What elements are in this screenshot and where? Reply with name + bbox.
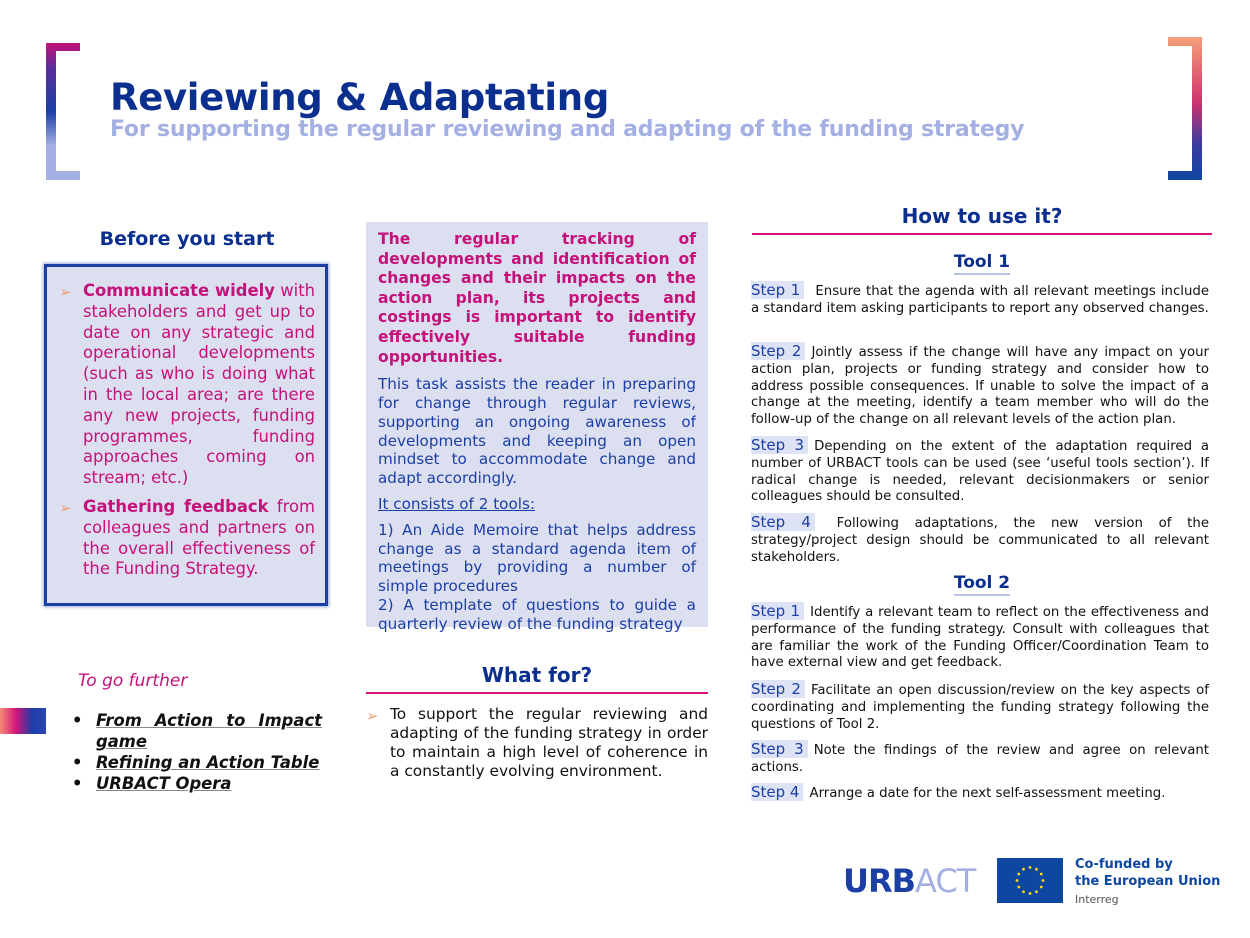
what-for-text: To support the regular reviewing and adapting of the funding strategy in order to maintain a high level of coherence in a constantly evolving environment.	[390, 705, 708, 780]
eu-cofunded-text: Co-funded by the European Union	[1075, 857, 1221, 889]
urbact-logo: URBACT	[843, 862, 976, 900]
arrow-bullet-icon: ➢	[59, 283, 72, 301]
to-go-further-list	[72, 710, 322, 794]
tools-intro: It consists of 2 tools:	[378, 494, 536, 513]
eu-flag-icon	[997, 858, 1063, 903]
before-you-start-heading: Before you start	[99, 228, 275, 250]
bullet-icon: •	[72, 711, 83, 730]
step-label: Step 2	[751, 680, 805, 698]
gradient-decoration	[0, 708, 46, 734]
what-for-heading: What for?	[481, 663, 593, 687]
how-to-use-heading: How to use it?	[901, 204, 1063, 228]
step-label: Step 2	[751, 342, 805, 360]
tool-2-heading: Tool 2	[752, 573, 1212, 593]
left-bracket-decoration	[46, 43, 80, 180]
bullet-icon: •	[72, 774, 83, 793]
list-item	[72, 710, 322, 752]
tool-1-step-3: Step 3 Depending on the extent of the adaptation required a number of URBACT tools can be used (see ‘useful tools section’). If radical change is needed, relevant decisionmakers or senior colleagues should be consulted.	[751, 436, 1209, 505]
tool-2-step-3: Step 3 Note the findings of the review and agree on relevant actions.	[751, 740, 1210, 775]
step-label: Step 4	[751, 783, 803, 801]
tool-1-step-1: Step 1 Ensure that the agenda with all relevant meetings include a standard item asking participants to report any observed changes.	[751, 281, 1209, 316]
intro-box	[366, 222, 708, 633]
divider	[366, 692, 708, 694]
interreg-label: Interreg	[1075, 893, 1119, 906]
list-item	[72, 773, 322, 794]
arrow-bullet-icon: ➢	[59, 498, 72, 517]
page-title: Reviewing & Adaptating	[110, 76, 610, 119]
arrow-bullet-icon: ➢	[366, 707, 379, 725]
what-for-item	[366, 705, 708, 781]
tool-1-summary: 1) An Aide Memoire that helps address change as a standard agenda item of meetings by providing a number of simple procedures	[378, 520, 696, 596]
before-item	[59, 281, 315, 489]
page-subtitle: For supporting the regular reviewing and adapting of the funding strategy	[110, 117, 1025, 142]
list-item	[72, 752, 322, 773]
tool-1-step-2: Step 2 Jointly assess if the change will have any impact on your action plan, projects or funding strategy and consider how to address possible consequences. If unable to solve the impact of a change at the meeting, identify a team member who will do the follow-up of the change on all relevant levels of the action plan.	[751, 342, 1209, 428]
to-go-further-heading: To go further	[78, 671, 188, 691]
tool-2-step-1: Step 1 Identify a relevant team to reflect on the effectiveness and performance of the funding strategy. Consult with colleagues that are familiar the work of the Funding Officer/Coordination Team to have external view and get feedback.	[751, 602, 1209, 671]
before-item-text: Communicate widely with stakeholders and get up to date on any strategic and operational developments (such as who is doing what in the local area; are there any new projects, funding programmes, funding approaches coming on stream; etc.)	[83, 281, 316, 488]
link-refining-action-table[interactable]: Refining an Action Table	[96, 753, 320, 772]
tool-2-summary: 2) A template of questions to guide a quarterly review of the funding strategy	[378, 595, 696, 633]
step-label: Step 1	[751, 281, 804, 299]
link-urbact-opera[interactable]: URBACT Opera	[96, 774, 232, 793]
step-label: Step 4	[751, 513, 815, 531]
tool-1-heading: Tool 1	[752, 252, 1212, 272]
step-label: Step 1	[751, 602, 804, 620]
before-item	[59, 497, 315, 580]
before-you-start-box	[44, 264, 328, 606]
step-label: Step 3	[751, 436, 808, 454]
intro-description: This task assists the reader in preparing for change through regular reviews, supporting an ongoing awareness of developments and keeping an open mindset to accommodate change and adapt accordingly.	[378, 375, 696, 488]
bullet-icon: •	[72, 753, 83, 772]
intro-highlight: The regular tracking of developments and identification of changes and their impacts on the action plan, its projects and costings is important to identify effectively suitable funding opportunities.	[378, 230, 696, 366]
link-from-action-to-impact[interactable]: From Action to Impact game	[96, 711, 322, 751]
right-bracket-decoration	[1168, 37, 1202, 180]
tool-2-step-2: Step 2 Facilitate an open discussion/review on the key aspects of coordinating and implementing the funding strategy following the questions of Tool 2.	[751, 680, 1209, 732]
divider	[752, 233, 1212, 235]
tool-1-step-4: Step 4 Following adaptations, the new version of the strategy/project design should be communicated to all relevant stakeholders.	[751, 513, 1209, 565]
tool-2-step-4: Step 4 Arrange a date for the next self-assessment meeting.	[751, 783, 1166, 801]
before-item-text: Gathering feedback from colleagues and partners on the overall effectiveness of the Funding Strategy.	[83, 496, 315, 579]
step-label: Step 3	[751, 740, 808, 758]
